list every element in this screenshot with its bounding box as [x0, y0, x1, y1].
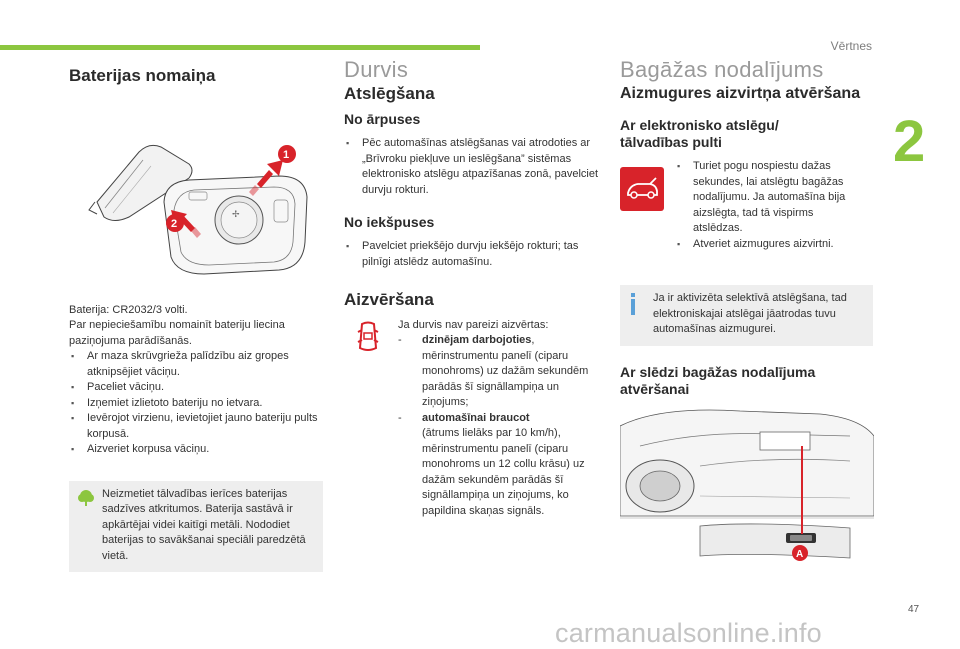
info-note-text: Ja ir aktivizēta selektīvā atslēgšana, tad elektroniskajai atslēgai jāatrodas tuvu automašīnas aizmugurei.	[653, 292, 847, 335]
remote-step: ▪ Turiet pogu nospiestu dažas sekundes, lai atslēgtu bagāžas nodalījumu. Ja automašīna bija aizslēgta, tad tā vispirms atslēdzas.	[675, 159, 865, 237]
battery-step: ▪ Aizveriet korpusa vāciņu.	[69, 442, 327, 458]
info-icon	[628, 293, 638, 321]
boot-column	[620, 57, 876, 574]
inside-title: No iekšpuses	[344, 214, 435, 230]
doors-column	[344, 57, 606, 519]
callout-2: 2	[171, 217, 178, 230]
key-battery-illustration	[69, 92, 327, 277]
dash-marker: -	[398, 411, 402, 424]
info-note	[620, 285, 873, 346]
case-engine-text: , mērinstrumentu panelī (ciparu monohroms) uz dažām sekundēm parādās šī signāllampiņa un ziņojums;	[422, 334, 589, 408]
locking-case-engine	[398, 333, 606, 411]
tailgate-switch-illustration	[620, 406, 874, 574]
case-engine-bold: dzinējam darbojoties	[422, 334, 532, 346]
svg-text:✢: ✢	[232, 208, 240, 219]
locking-block	[344, 318, 606, 520]
inside-text: ▪ Pavelciet priekšējo durvju iekšējo rokturi; tas pilnīgi atslēdz automašīnu.	[344, 239, 602, 270]
chapter-number: 2	[893, 109, 926, 174]
boot-section-title: Bagāžas nodalījums	[620, 57, 824, 82]
outside-title: No ārpuses	[344, 111, 421, 127]
battery-step: ▪ Ievērojot virzienu, ievietojiet jauno bateriju pults korpusā.	[69, 411, 327, 442]
dash-marker: -	[398, 334, 402, 346]
watermark: carmanualsonline.info	[555, 618, 822, 648]
remote-step: ▪ Atveriet aizmugures aizvirtni.	[675, 237, 865, 253]
battery-column	[69, 60, 327, 572]
battery-step: ▪ Izņemiet izlietoto bateriju no ietvara.	[69, 396, 327, 412]
eco-note-text: Neizmetiet tālvadības ierīces baterijas sadzīves atkritumos. Baterija sastāvā ir apkārtējai videi kaitīgi metāli. Nododiet baterijas to savākšanai speciāli paredzētā vietā.	[102, 487, 306, 562]
remote-title: Ar elektronisko atslēgu/ tālvadības pulti	[620, 117, 779, 150]
tailgate-image	[620, 406, 874, 574]
callout-1: 1	[283, 148, 290, 161]
eco-note	[69, 481, 323, 573]
battery-step: ▪ Paceliet vāciņu.	[69, 380, 327, 396]
battery-title: Baterijas nomaiņa	[69, 66, 216, 85]
case-driving-text: (ātrums lielāks par 10 km/h), mērinstrumentu panelī (ciparu monohroms un 12 collu krāsu) uz dažām sekundēm parādās šī signāllampiņa un ziņojums, ko papildina skaņas signāls.	[422, 427, 585, 517]
outside-text: ▪ Pēc automašīnas atslēgšanas vai atrodoties ar „Brīvroku piekļuve un ieslēgšana” sistēmas elektronisko atslēgu atpazīšanas zonā, pavelciet durvju rokturi.	[344, 136, 602, 198]
locking-case-driving	[398, 411, 606, 520]
locking-intro: Ja durvis nav pareizi aizvērtas:	[398, 318, 549, 331]
page-number: 47	[908, 604, 920, 615]
unlocking-title: Atslēgšana	[344, 83, 435, 103]
case-driving-bold: automašīnai braucot	[422, 411, 530, 424]
locking-title: Aizvēršana	[344, 290, 434, 309]
remote-boot-button-icon	[620, 167, 664, 211]
battery-type: Baterija: CR2032/3 volti.	[69, 303, 188, 316]
door-open-warning-icon	[354, 320, 382, 360]
header-accent-bar	[0, 45, 480, 50]
battery-step: ▪ Ar maza skrūvgrieža palīdzību aiz gropes atknipsējiet vāciņu.	[69, 349, 327, 380]
section-label: Vērtnes	[830, 39, 872, 53]
callout-a: A	[796, 548, 804, 560]
switch-title: Ar slēdzi bagāžas nodalījuma atvēršanai	[620, 363, 816, 397]
doors-section-title: Durvis	[344, 57, 409, 82]
key-fob-image	[69, 92, 327, 277]
battery-replace-hint: Par nepieciešamību nomainīt bateriju liecina paziņojuma parādīšanās.	[69, 319, 285, 347]
boot-opening-title: Aizmugures aizvirtņa atvēršana	[620, 84, 861, 102]
eco-tree-icon	[77, 489, 95, 513]
